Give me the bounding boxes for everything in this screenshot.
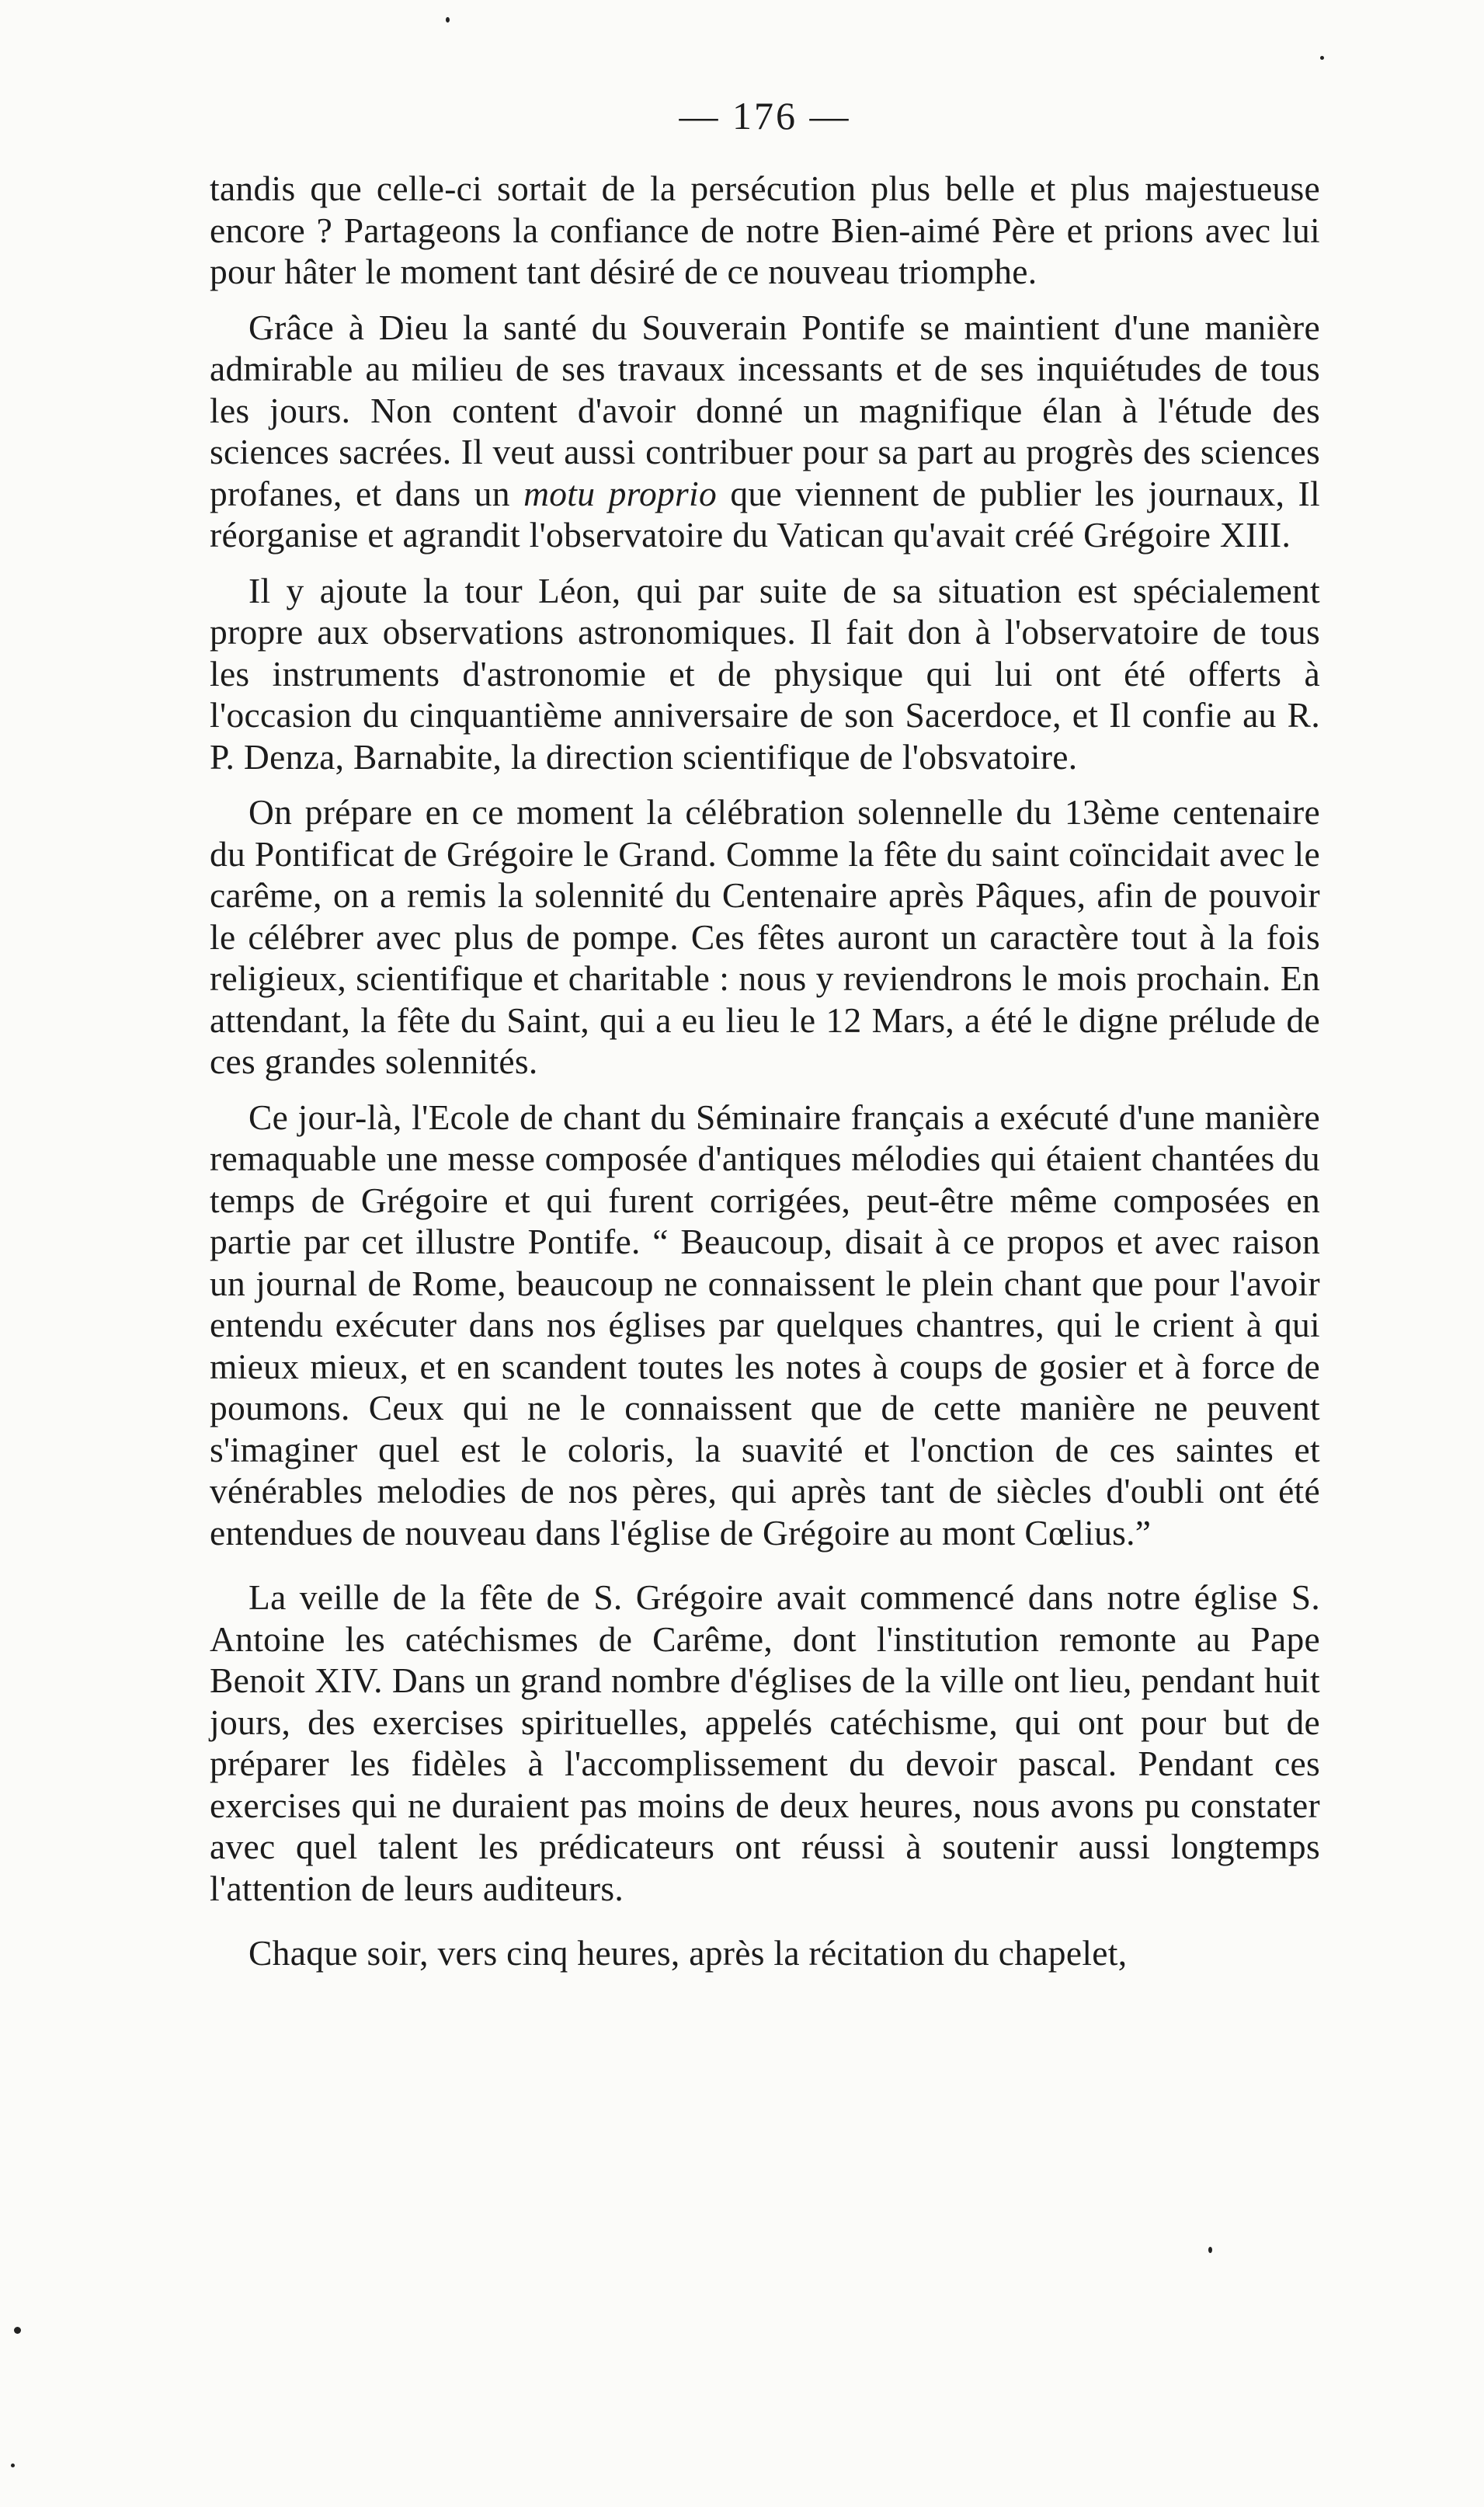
scan-speck: [1320, 56, 1324, 60]
paragraph-4: On prépare en ce moment la célébration solennelle du 13ème centenaire du Pontificat de Grégoire le Grand. Comme la fête du saint coïncidait avec le carême, on a remis la solennité du Centenaire après Pâques, afin de pouvoir le célébrer avec plus de pompe. Ces fêtes auront un caractère tout à la fois religieux, scientifique et charitable : nous y reviendrons le mois prochain. En attendant, la fête du Saint, qui a eu lieu le 12 Mars, a été le digne prélude de ces grandes solennités.: [210, 792, 1320, 1081]
scan-speck: [14, 2327, 21, 2334]
paragraph-2-text-after: que viennent de publier les journaux, Il réorganise et agrandit l'observatoire du Vatican qu'avait créé Grégoire XIII.: [210, 473, 1320, 555]
paragraph-2: [210, 307, 1320, 556]
scan-speck: [446, 17, 450, 23]
document-page: [210, 93, 1320, 1974]
paragraph-5: Ce jour-là, l'Ecole de chant du Séminaire français a exécuté d'une manière remaquable une messe composée d'antiques mélodies qui étaient chantées du temps de Grégoire et qui furent corrigées, peut-être même composées en partie par cet illustre Pontife. “ Beaucoup, disait à ce propos et avec raison un journal de Rome, beaucoup ne connaissent le plein chant que pour l'avoir entendu exécuter dans nos églises par quelques chantres, qui le crient à qui mieux mieux, et en scandent toutes les notes à coups de gosier et à force de poumons. Ceux qui ne le connaissent que de cette manière ne peuvent s'imaginer quel est le coloris, la suavité et l'onction de ces saintes et vénérables melodies de nos pères, qui après tant de siècles d'oubli ont été entendues de nouveau dans l'église de Grégoire au mont Cœlius.”: [210, 1097, 1320, 1553]
scan-speck: [11, 2464, 15, 2467]
paragraph-2-emphasis: motu proprio: [523, 473, 718, 513]
page-number: — 176 —: [679, 94, 851, 137]
paragraph-2-text-before: Grâce à Dieu la santé du Souverain Pontife se maintient d'une manière admirable au milieu de ses travaux incessants et de ses inquiétudes de tous les jours. Non content d'avoir donné un magnifique élan à l'étude des sciences sacrées. Il veut aussi contribuer pour sa part au progrès des sciences profanes, et dans un: [210, 307, 1320, 513]
paragraph-6: La veille de la fête de S. Grégoire avait commencé dans notre église S. Antoine les catéchismes de Carême, dont l'institution remonte au Pape Benoit XIV. Dans un grand nombre d'églises de la ville ont lieu, pendant huit jours, des exercises spirituelles, appelés catéchisme, qui ont pour but de préparer les fidèles à l'accomplissement du devoir pascal. Pendant ces exercises qui ne duraient pas moins de deux heures, nous avons pu constater avec quel talent les prédicateurs ont réussi à soutenir aussi longtemps l'attention de leurs auditeurs.: [210, 1577, 1320, 1908]
paragraph-7: Chaque soir, vers cinq heures, après la récitation du chapelet,: [248, 1933, 1128, 1973]
paragraph-3: Il y ajoute la tour Léon, qui par suite de sa situation est spécialement propre aux observations astronomiques. Il fait don à l'observatoire de tous les instruments d'astronomie et de physique qui lui ont été offerts à l'occasion du cinquantième anniversaire de son Sacerdoce, et Il confie au R. P. Denza, Barnabite, la direction scientifique de l'obsvatoire.: [210, 570, 1320, 777]
paragraph-1: tandis que celle-ci sortait de la persécution plus belle et plus majestueuse encore ? Partageons la confiance de notre Bien-aimé Père et prions avec lui pour hâter le moment tant désiré de ce nouveau triomphe.: [210, 169, 1320, 291]
scan-speck: [1208, 2247, 1212, 2253]
